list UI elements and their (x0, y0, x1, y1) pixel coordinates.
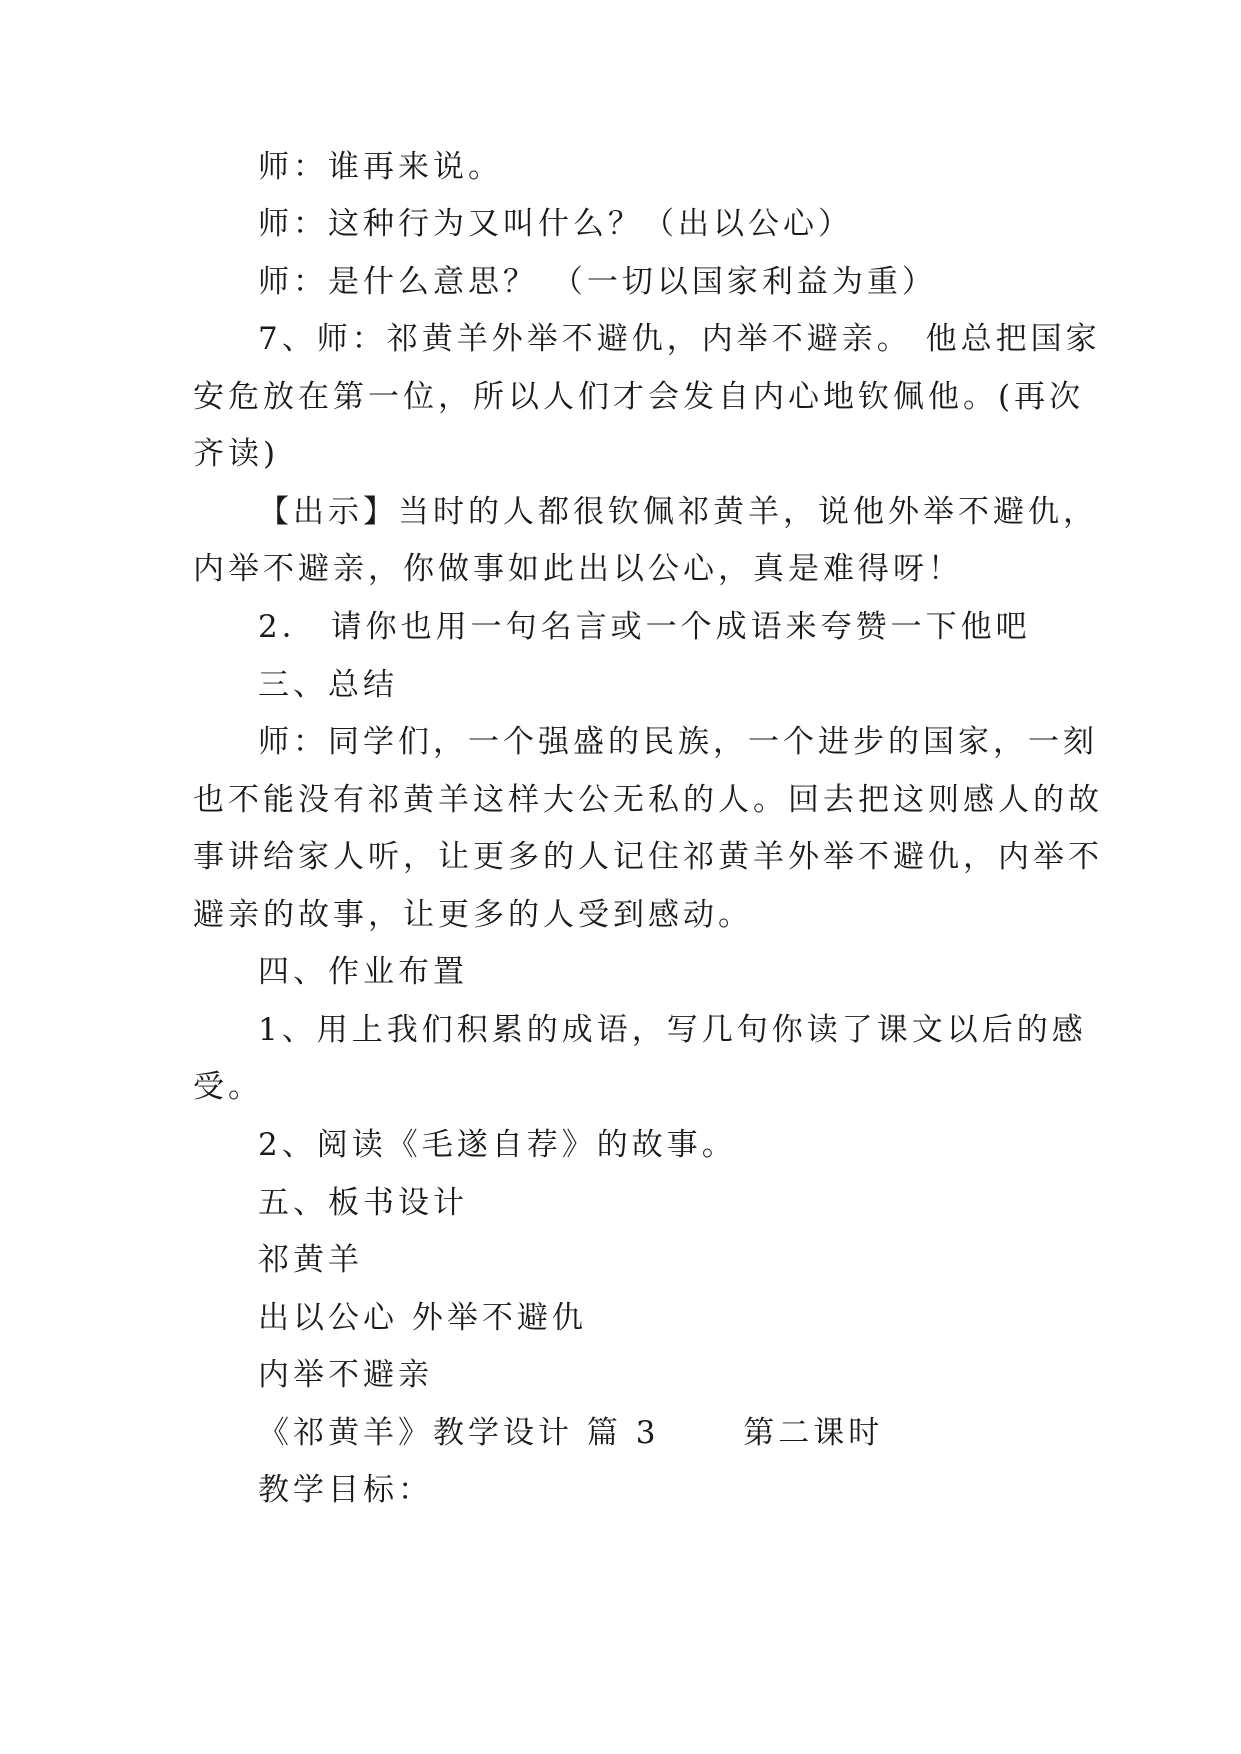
text-line: 2． 请你也用一句名言或一个成语来夸赞一下他吧 (258, 609, 1031, 645)
section-heading: 五、板书设计 (258, 1185, 468, 1221)
text-line: 安危放在第一位，所以人们才会发自内心地钦佩他。(再次 (193, 379, 1085, 415)
text-line: 教学目标： (258, 1472, 433, 1508)
document-title: 《祁黄羊》教学设计 篇 3 第二课时 (258, 1415, 884, 1451)
text-line: 也不能没有祁黄羊这样大公无私的人。回去把这则感人的故 (193, 782, 1103, 818)
text-line: 内举不避亲，你做事如此出以公心，真是难得呀！ (193, 551, 963, 587)
text-line: 师：这种行为又叫什么？（出以公心） (258, 206, 853, 242)
text-line: 齐读) (193, 436, 280, 472)
text-line: 2、阅读《毛遂自荐》的故事。 (258, 1127, 737, 1163)
text-line: 祁黄羊 (258, 1242, 363, 1278)
text-line: 避亲的故事，让更多的人受到感动。 (193, 897, 753, 933)
text-line: 内举不避亲 (258, 1357, 433, 1393)
text-line: 师：谁再来说。 (258, 149, 503, 185)
section-heading: 四、作业布置 (258, 954, 468, 990)
text-line: 师：是什么意思？ （一切以国家利益为重） (258, 264, 937, 300)
text-line: 事讲给家人听，让更多的人记住祁黄羊外举不避仇，内举不 (193, 839, 1103, 875)
text-line: 7、师：祁黄羊外举不避仇，内举不避亲。 他总把国家 (258, 321, 1101, 357)
text-line: 受。 (193, 1069, 263, 1105)
section-heading: 三、总结 (258, 667, 398, 703)
text-line: 【出示】当时的人都很钦佩祁黄羊，说他外举不避仇， (258, 494, 1098, 530)
text-line: 出以公心 外举不避仇 (258, 1300, 587, 1336)
text-line: 1、用上我们积累的成语，写几句你读了课文以后的感 (258, 1012, 1087, 1048)
text-line: 师：同学们，一个强盛的民族，一个进步的国家，一刻 (258, 724, 1098, 760)
